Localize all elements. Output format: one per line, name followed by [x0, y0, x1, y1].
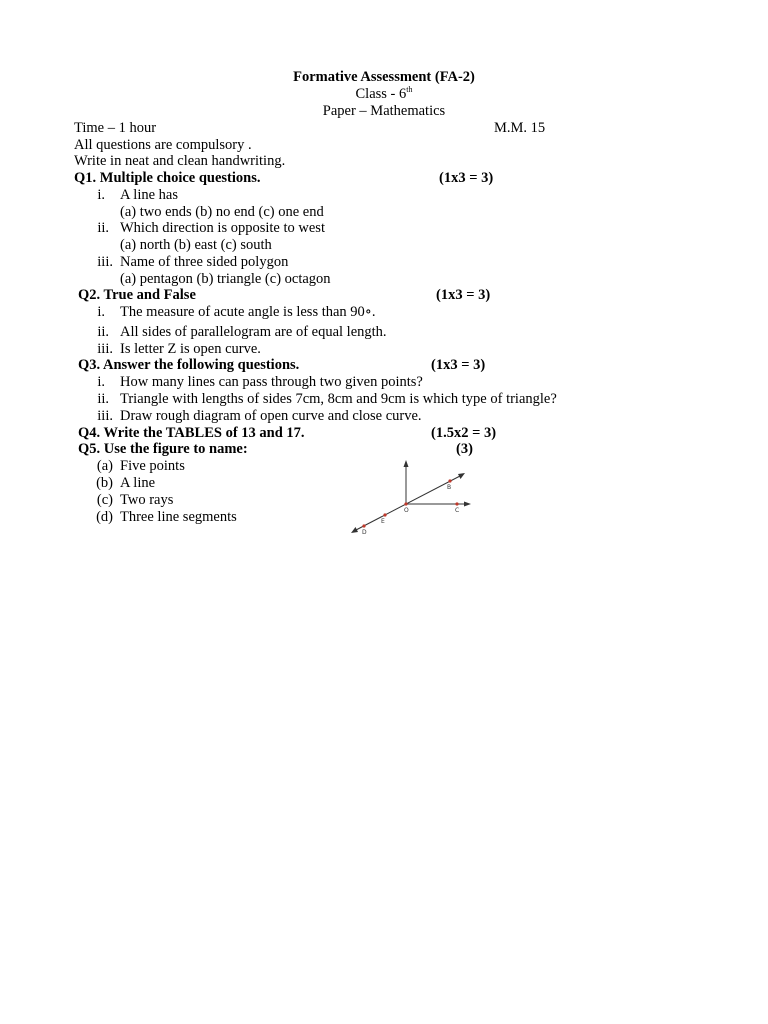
max-marks: M.M. 15 [494, 120, 546, 136]
q3-item-text: Draw rough diagram of open curve and close curve. [120, 408, 422, 424]
q1-item-number: i. [97, 187, 105, 203]
instruction-handwriting: Write in neat and clean handwriting. [74, 153, 286, 169]
label-c: C [455, 507, 460, 514]
q3-item-text: Triangle with lengths of sides 7cm, 8cm and 9cm is which type of triangle? [120, 391, 557, 407]
class-label [0, 86, 768, 103]
line-db [356, 476, 460, 530]
q1-title: Q1. Multiple choice questions. [74, 170, 261, 186]
q2-title: Q2. True and False [78, 287, 196, 303]
q1-marks: (1x3 = 3) [439, 170, 494, 186]
point-o [404, 502, 407, 505]
point-d [362, 524, 365, 527]
q1-item-text: A line has [120, 187, 178, 203]
q5-item-text: A line [120, 475, 156, 491]
q2-item-number: iii. [97, 341, 113, 357]
q1-item-number: iii. [97, 254, 113, 270]
q4-title: Q4. Write the TABLES of 13 and 17. [78, 425, 305, 441]
q2-marks: (1x3 = 3) [436, 287, 491, 303]
line-arrowhead-b [458, 473, 465, 479]
q5-item-number: (c) [96, 492, 113, 508]
q3-title: Q3. Answer the following questions. [78, 357, 300, 373]
class-text: Class - 6 [355, 86, 407, 102]
line-arrowhead-d [351, 527, 358, 533]
label-o: O [404, 507, 409, 514]
point-c [455, 502, 458, 505]
q5-item-text: Five points [120, 458, 185, 474]
q2-item-text: Is letter Z is open curve. [120, 341, 261, 357]
q2-item-text: The measure of acute angle is less than 90∘. [120, 304, 376, 320]
point-b [448, 479, 451, 482]
label-e: E [381, 518, 385, 525]
q2-item-number: i. [97, 304, 105, 320]
horizontal-ray-arrowhead [464, 502, 471, 507]
q3-item-number: ii. [97, 391, 109, 407]
q1-item-text: Which direction is opposite to west [120, 220, 325, 236]
paper-label: Paper – Mathematics [322, 103, 446, 119]
q1-item-number: ii. [97, 220, 109, 236]
instruction-compulsory: All questions are compulsory . [74, 137, 252, 153]
q1-item-options: (a) north (b) east (c) south [120, 237, 272, 253]
q5-title: Q5. Use the figure to name: [78, 441, 248, 457]
time-label: Time – 1 hour [74, 120, 157, 136]
class-sup: th [406, 85, 413, 94]
page-title: Formative Assessment (FA-2) [293, 69, 475, 85]
q1-item-text: Name of three sided polygon [120, 254, 289, 270]
q4-marks: (1.5x2 = 3) [431, 425, 497, 441]
label-b: B [447, 484, 452, 491]
vertical-ray-arrowhead [404, 460, 409, 467]
q1-item-options: (a) pentagon (b) triangle (c) octagon [120, 271, 331, 287]
q2-item-number: ii. [97, 324, 109, 340]
q1-item-options: (a) two ends (b) no end (c) one end [120, 204, 324, 220]
q5-item-number: (b) [96, 475, 113, 491]
q5-item-number: (d) [96, 509, 113, 525]
q3-marks: (1x3 = 3) [431, 357, 486, 373]
q5-figure [350, 458, 480, 538]
label-d: D [362, 529, 367, 536]
q3-item-number: i. [97, 374, 105, 390]
q3-item-number: iii. [97, 408, 113, 424]
q5-marks: (3) [456, 441, 473, 457]
point-e [383, 513, 386, 516]
q5-item-text: Two rays [120, 492, 174, 508]
q5-item-text: Three line segments [120, 509, 237, 525]
q5-item-number: (a) [96, 458, 113, 474]
q2-item-text: All sides of parallelogram are of equal length. [120, 324, 387, 340]
q3-item-text: How many lines can pass through two given points? [120, 374, 423, 390]
